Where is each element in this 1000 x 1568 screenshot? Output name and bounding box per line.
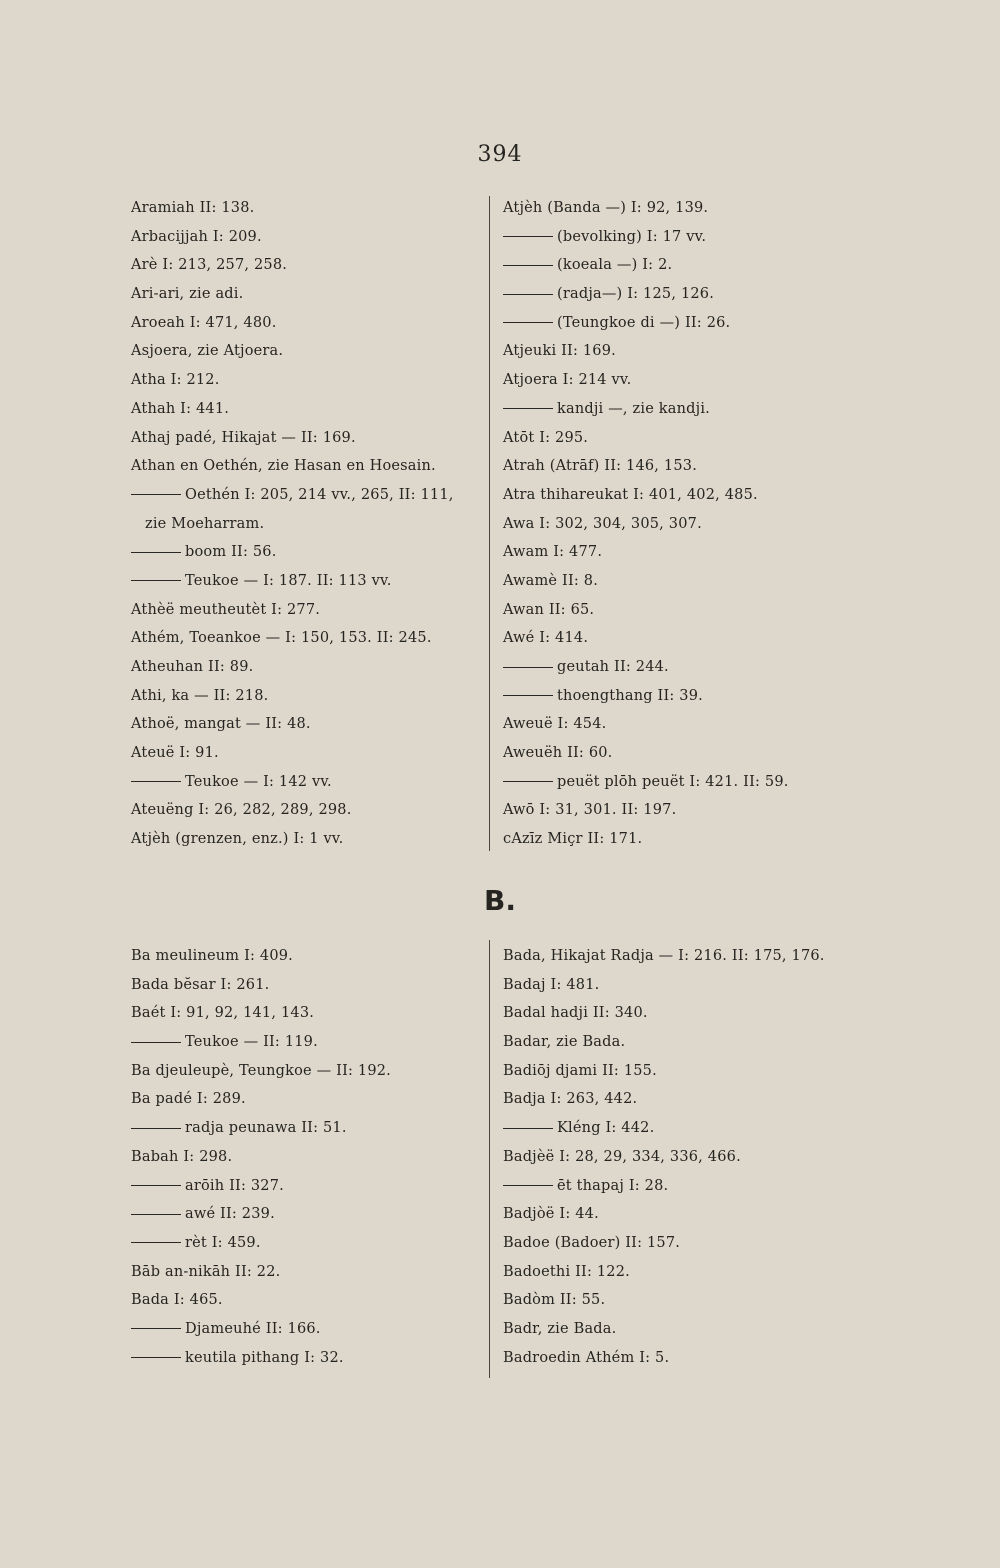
- index-entry: [131, 567, 454, 596]
- index-entry: [503, 1085, 825, 1114]
- index-entry-text: (Teungkoe di —) II: 26.: [557, 314, 731, 331]
- repeat-dash: [503, 294, 553, 295]
- index-entry-text: (bevolking) I: 17 vv.: [557, 228, 707, 245]
- section-a-left-column: [131, 194, 454, 854]
- index-entry-text: Kléng I: 442.: [557, 1120, 655, 1137]
- index-entry-text: Bāb an-nikāh II: 22.: [131, 1263, 281, 1280]
- index-entry-text: Teukoe — I: 187. II: 113 vv.: [185, 572, 392, 589]
- index-entry: [131, 309, 454, 338]
- index-entry-text: Ateuëng I: 26, 282, 289, 298.: [131, 802, 352, 819]
- index-entry: [503, 424, 789, 453]
- index-entry: [503, 223, 789, 252]
- index-entry: [131, 682, 454, 711]
- repeat-dash: [131, 1242, 181, 1243]
- index-entry: [131, 395, 454, 424]
- index-entry: [131, 1172, 391, 1201]
- index-entry-text: Ba djeuleupè, Teungkoe — II: 192.: [131, 1062, 391, 1079]
- page-number: 394: [477, 142, 523, 167]
- repeat-dash: [131, 1328, 181, 1329]
- index-entry-text: Bada bĕsar I: 261.: [131, 976, 270, 993]
- index-entry: [131, 510, 454, 539]
- index-entry-text: Atra thihareukat I: 401, 402, 485.: [503, 486, 758, 503]
- index-entry: [131, 971, 391, 1000]
- index-entry: [503, 481, 789, 510]
- index-entry-text: Atrah (Atrāf) II: 146, 153.: [503, 458, 698, 475]
- index-entry-text: Ba meulineum I: 409.: [131, 948, 293, 964]
- index-entry-text: (koeala —) I: 2.: [557, 257, 673, 274]
- index-entry-text: Djameuhé II: 166.: [185, 1320, 321, 1337]
- index-entry-text: Badja I: 263, 442.: [503, 1091, 638, 1108]
- index-entry: [131, 1229, 391, 1258]
- index-entry: [503, 739, 789, 768]
- index-entry-text: geutah II: 244.: [557, 659, 669, 675]
- repeat-dash: [131, 494, 181, 495]
- index-entry: [503, 538, 789, 567]
- index-entry-text: Bada, Hikajat Radja — I: 216. II: 175, 176.: [503, 948, 825, 964]
- index-entry: [131, 653, 454, 682]
- index-entry-text: thoengthang II: 39.: [557, 687, 703, 704]
- repeat-dash: [503, 408, 553, 409]
- index-entry-text: Babah I: 298.: [131, 1148, 233, 1165]
- index-entry: [131, 366, 454, 395]
- index-entry: [131, 1258, 391, 1287]
- index-entry-text: Aramiah II: 138.: [131, 200, 255, 216]
- index-entry: [131, 796, 454, 825]
- index-entry-text: Aweuë I: 454.: [503, 716, 607, 733]
- index-entry-text: Badoe (Badoer) II: 157.: [503, 1234, 681, 1251]
- repeat-dash: [131, 552, 181, 553]
- index-entry-text: Teukoe — I: 142 vv.: [185, 773, 332, 790]
- index-entry: [131, 424, 454, 453]
- index-entry-text: Atjoera I: 214 vv.: [503, 372, 632, 389]
- index-entry: [131, 1114, 391, 1143]
- index-entry-text: awé II: 239.: [185, 1206, 275, 1223]
- index-entry: [131, 710, 454, 739]
- index-entry-text: ēt thapaj I: 28.: [557, 1177, 669, 1194]
- index-entry-text: Aroeah I: 471, 480.: [131, 314, 277, 331]
- index-entry-text: Awé I: 414.: [503, 630, 589, 647]
- index-entry-text: Atōt I: 295.: [503, 429, 589, 446]
- index-entry: [503, 1344, 825, 1373]
- index-entry-text: Badroedin Athém I: 5.: [503, 1349, 670, 1366]
- index-entry: [503, 1172, 825, 1201]
- index-entry-text: Aweuëh II: 60.: [503, 745, 613, 762]
- index-entry-text: keutila pithang I: 32.: [185, 1349, 344, 1366]
- index-entry-text: Atjèh (grenzen, enz.) I: 1 vv.: [131, 831, 344, 848]
- index-entry: [503, 596, 789, 625]
- index-entry: [503, 194, 789, 223]
- repeat-dash: [503, 1128, 553, 1129]
- repeat-dash: [131, 1357, 181, 1358]
- index-entry: [131, 624, 454, 653]
- index-entry: [131, 1344, 391, 1373]
- repeat-dash: [131, 1214, 181, 1215]
- index-entry-text: Atjèh (Banda —) I: 92, 139.: [503, 200, 709, 216]
- column-divider: [489, 940, 490, 1378]
- index-entry: [503, 971, 825, 1000]
- index-entry: [503, 1028, 825, 1057]
- index-entry: [503, 768, 789, 797]
- index-entry-text: Badaj I: 481.: [503, 976, 600, 993]
- index-entry: [503, 1286, 825, 1315]
- index-entry-text: Badòm II: 55.: [503, 1292, 606, 1309]
- index-entry: [503, 251, 789, 280]
- index-entry-text: kandji —, zie kandji.: [557, 400, 710, 417]
- index-entry: [503, 1114, 825, 1143]
- index-entry: [503, 796, 789, 825]
- index-entry: [131, 596, 454, 625]
- index-entry: [131, 1028, 391, 1057]
- index-entry: [503, 395, 789, 424]
- index-entry: [131, 194, 454, 223]
- index-entry-text: Bada I: 465.: [131, 1292, 223, 1309]
- repeat-dash: [503, 322, 553, 323]
- index-entry-text: Baét I: 91, 92, 141, 143.: [131, 1005, 315, 1022]
- index-entry-text: (radja—) I: 125, 126.: [557, 286, 715, 303]
- index-entry: [131, 768, 454, 797]
- index-entry: [131, 223, 454, 252]
- index-entry: [503, 1143, 825, 1172]
- index-entry-text: Badal hadji II: 340.: [503, 1005, 648, 1022]
- index-entry-text: Badoethi II: 122.: [503, 1263, 630, 1280]
- index-entry: [503, 624, 789, 653]
- index-entry-text: rèt I: 459.: [185, 1234, 261, 1251]
- index-entry-text: Atheuhan II: 89.: [131, 659, 254, 675]
- section-a-right-column: [503, 194, 789, 854]
- repeat-dash: [503, 265, 553, 266]
- index-entry: [503, 682, 789, 711]
- index-entry-text: boom II: 56.: [185, 544, 277, 561]
- index-entry: [131, 251, 454, 280]
- index-entry-text: Arbacijjah I: 209.: [131, 228, 262, 245]
- index-entry: [131, 1085, 391, 1114]
- index-entry: [131, 1200, 391, 1229]
- index-entry-text: zie Moeharram.: [145, 515, 265, 532]
- index-entry: [503, 452, 789, 481]
- index-entry: [131, 999, 391, 1028]
- index-entry: [503, 567, 789, 596]
- index-entry: [503, 1315, 825, 1344]
- index-entry-text: Athoë, mangat — II: 48.: [131, 716, 311, 733]
- repeat-dash: [131, 1042, 181, 1043]
- repeat-dash: [503, 236, 553, 237]
- index-entry-text: Atjeuki II: 169.: [503, 343, 616, 360]
- index-entry: [131, 538, 454, 567]
- index-entry: [131, 1315, 391, 1344]
- index-entry: [131, 452, 454, 481]
- index-entry-text: Awan II: 65.: [503, 601, 595, 618]
- index-entry: [503, 825, 789, 854]
- index-entry-text: Badr, zie Bada.: [503, 1320, 617, 1337]
- repeat-dash: [131, 781, 181, 782]
- index-entry: [503, 710, 789, 739]
- index-entry: [131, 1143, 391, 1172]
- index-entry: [503, 337, 789, 366]
- index-entry: [131, 337, 454, 366]
- index-entry-text: arōih II: 327.: [185, 1177, 284, 1194]
- index-entry: [131, 280, 454, 309]
- index-entry: [131, 481, 454, 510]
- index-entry: [503, 1200, 825, 1229]
- index-entry-text: Ba padé I: 289.: [131, 1091, 246, 1108]
- column-divider: [489, 196, 490, 851]
- index-entry: [131, 739, 454, 768]
- index-entry: [131, 1286, 391, 1315]
- index-entry-text: Awamè II: 8.: [503, 572, 599, 589]
- index-entry-text: radja peunawa II: 51.: [185, 1120, 347, 1137]
- index-entry-text: Ari-ari, zie adi.: [131, 286, 244, 303]
- index-entry: [503, 510, 789, 539]
- index-entry-text: Badiōj djami II: 155.: [503, 1062, 657, 1079]
- index-entry-text: cAzīz Miçr II: 171.: [503, 831, 643, 848]
- index-entry-text: Oethén I: 205, 214 vv., 265, II: 111,: [185, 486, 454, 503]
- repeat-dash: [503, 667, 553, 668]
- index-entry-text: Ateuë I: 91.: [131, 745, 219, 762]
- index-entry-text: Athém, Toeankoe — I: 150, 153. II: 245.: [131, 630, 432, 647]
- index-entry: [131, 825, 454, 854]
- section-b-left-column: [131, 942, 391, 1372]
- index-entry: [503, 942, 825, 971]
- index-entry-text: Athan en Oethén, zie Hasan en Hoesain.: [131, 458, 436, 475]
- repeat-dash: [131, 580, 181, 581]
- repeat-dash: [503, 1185, 553, 1186]
- index-entry-text: Atha I: 212.: [131, 372, 220, 389]
- index-entry-text: Awō I: 31, 301. II: 197.: [503, 802, 677, 819]
- index-entry-text: Athaj padé, Hikajat — II: 169.: [131, 429, 356, 446]
- index-entry: [503, 309, 789, 338]
- repeat-dash: [503, 695, 553, 696]
- index-entry-text: Teukoe — II: 119.: [185, 1034, 318, 1051]
- index-entry: [503, 999, 825, 1028]
- index-entry: [503, 653, 789, 682]
- index-entry-text: Asjoera, zie Atjoera.: [131, 343, 284, 360]
- repeat-dash: [131, 1128, 181, 1129]
- section-letter-b: B.: [484, 884, 516, 917]
- index-entry-text: Athèë meutheutèt I: 277.: [131, 601, 321, 618]
- repeat-dash: [503, 781, 553, 782]
- section-b-right-column: [503, 942, 825, 1372]
- repeat-dash: [131, 1185, 181, 1186]
- index-entry: [503, 280, 789, 309]
- index-entry: [503, 1057, 825, 1086]
- index-entry: [131, 942, 391, 971]
- index-entry-text: Badjòë I: 44.: [503, 1206, 599, 1223]
- index-entry-text: peuët plōh peuët I: 421. II: 59.: [557, 773, 789, 790]
- index-entry-text: Badjèë I: 28, 29, 334, 336, 466.: [503, 1148, 741, 1165]
- index-entry-text: Athah I: 441.: [131, 400, 230, 417]
- index-entry: [503, 1229, 825, 1258]
- index-entry-text: Awam I: 477.: [503, 544, 603, 561]
- index-entry: [503, 366, 789, 395]
- index-entry-text: Badar, zie Bada.: [503, 1034, 626, 1051]
- index-entry-text: Awa I: 302, 304, 305, 307.: [503, 515, 702, 532]
- index-entry: [131, 1057, 391, 1086]
- index-entry: [503, 1258, 825, 1287]
- index-entry-text: Arè I: 213, 257, 258.: [131, 257, 288, 274]
- index-entry-text: Athi, ka — II: 218.: [131, 687, 269, 704]
